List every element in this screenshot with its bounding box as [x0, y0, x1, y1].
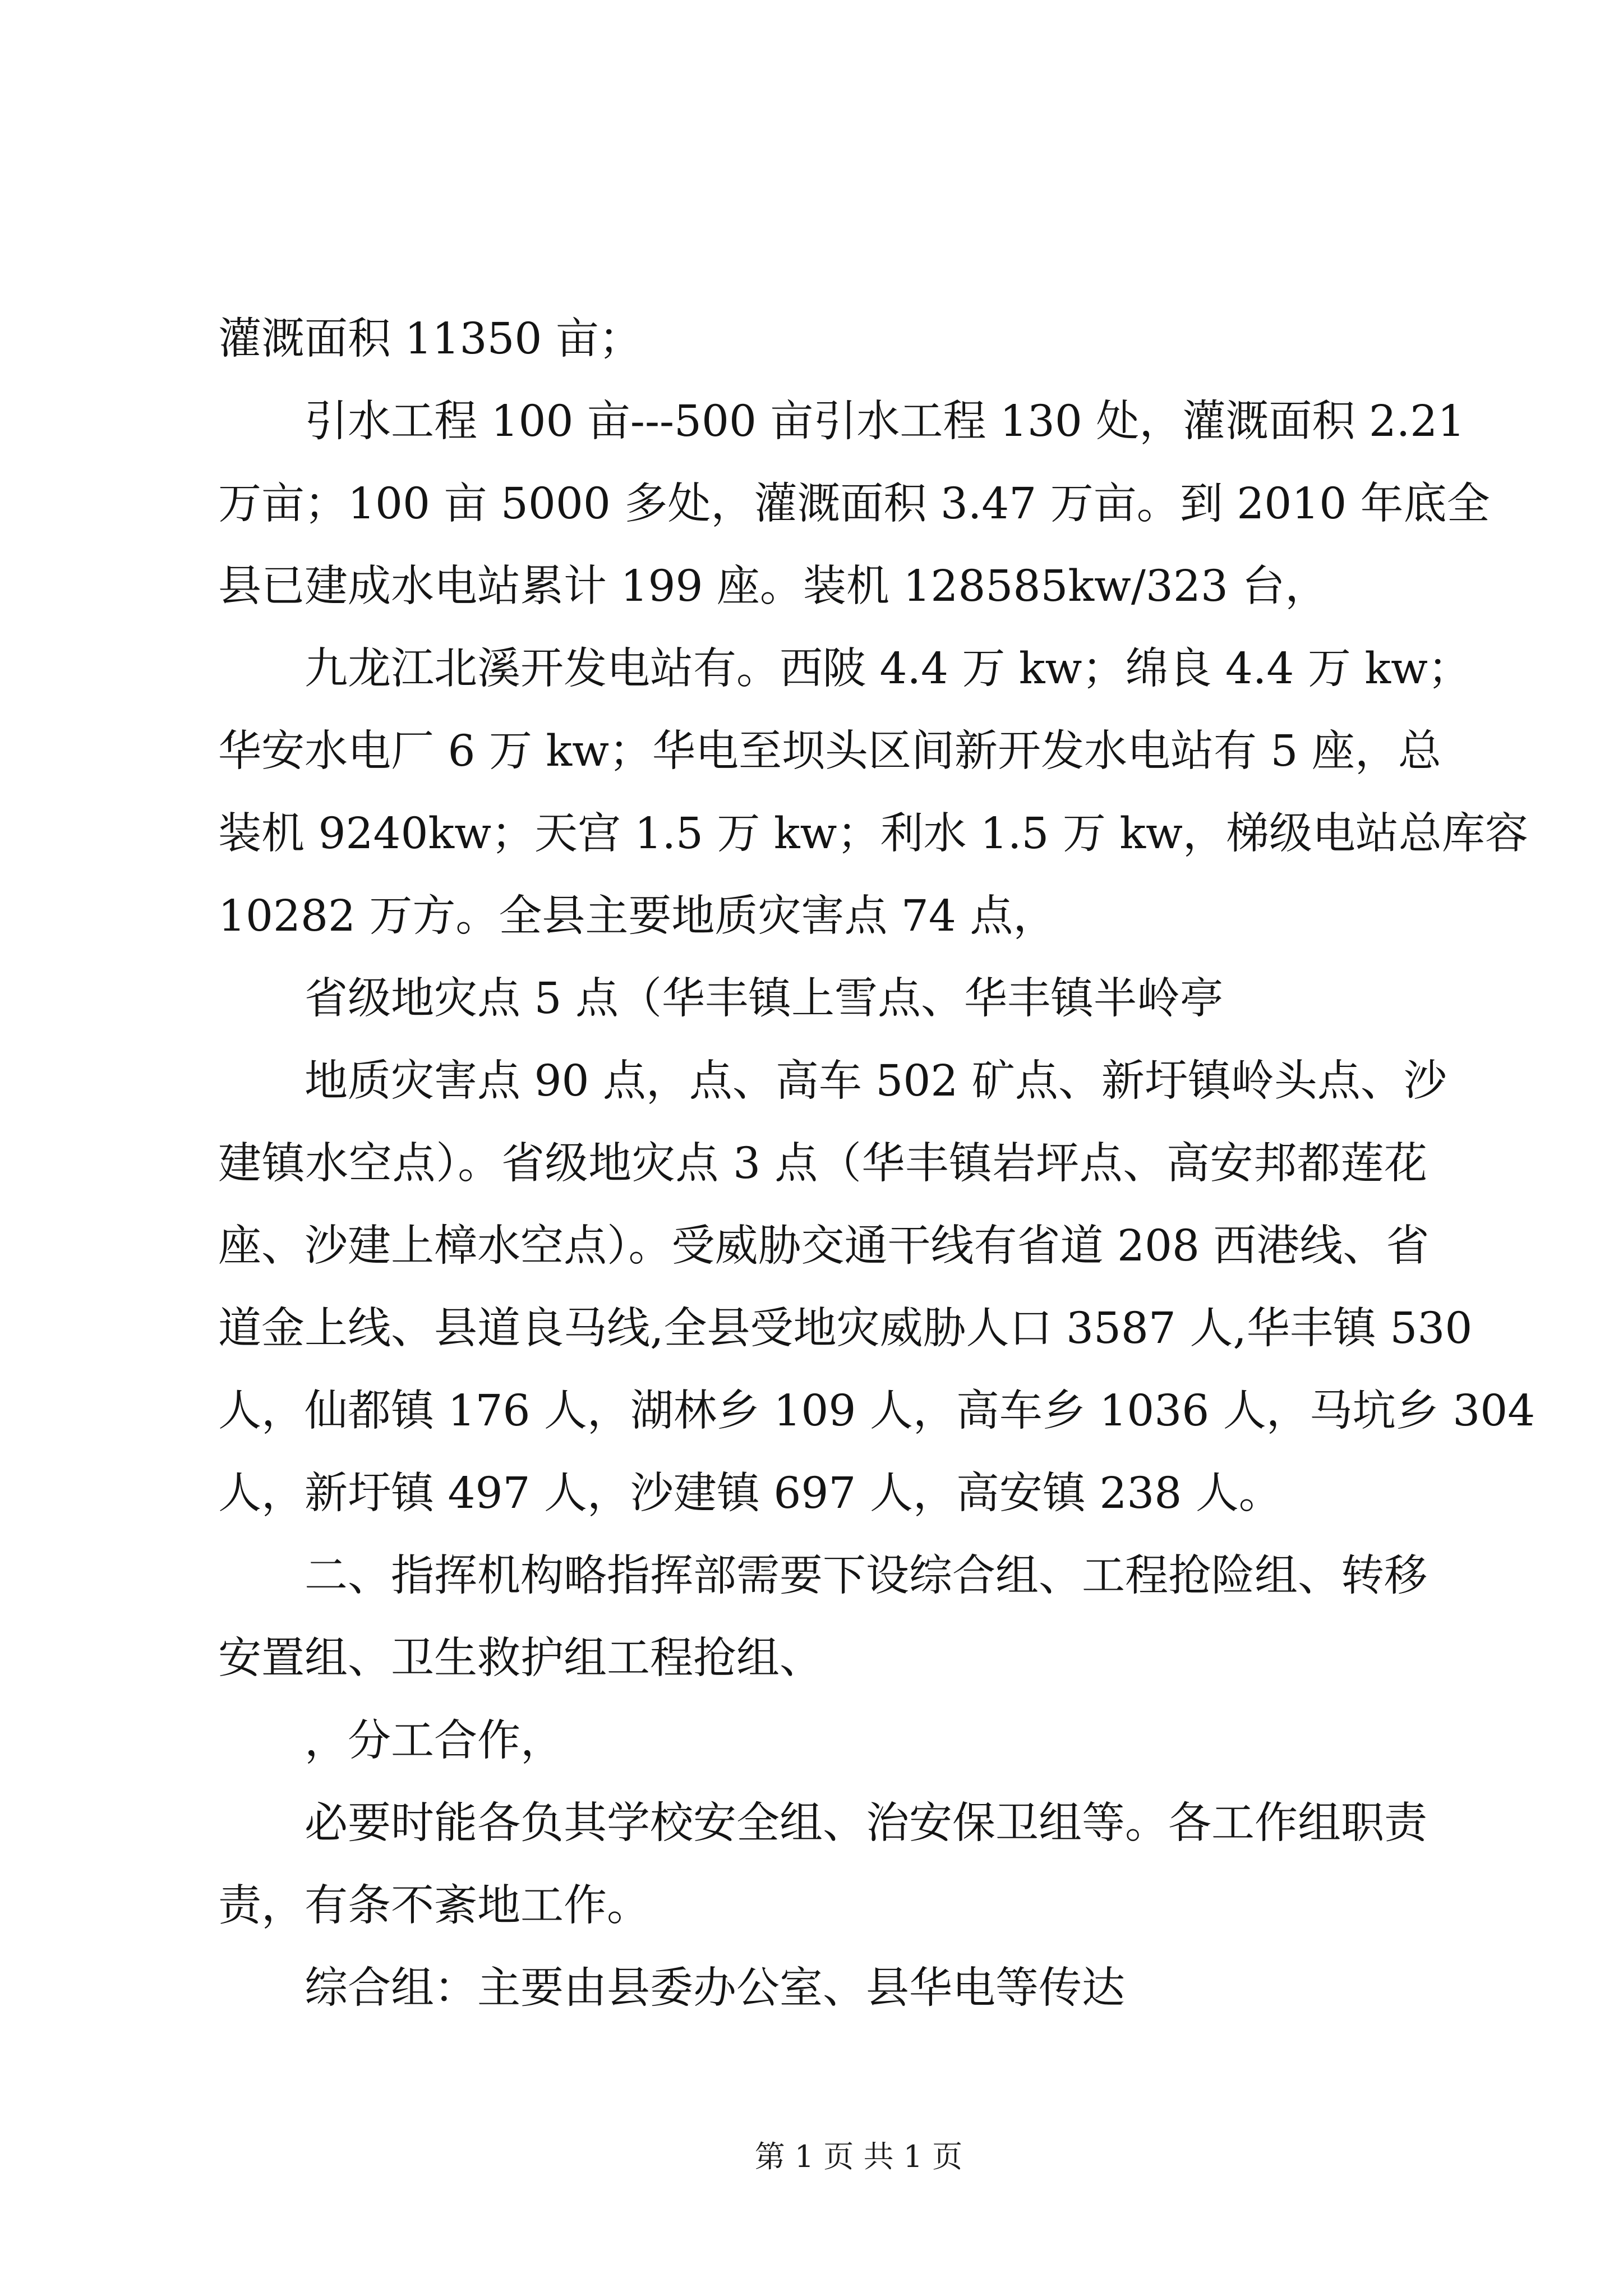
text-line: 县已建成水电站累计 199 座。装机 128585kw/323 台， — [218, 562, 1329, 611]
paragraph — [218, 1700, 1427, 1782]
text-line: 建镇水空点）。省级地灾点 3 点（华丰镇岩坪点、高安邦都莲花 — [218, 1139, 1427, 1189]
paragraph — [218, 1947, 1427, 2030]
text-line: 华安水电厂 6 万 kw；华电至坝头区间新开发水电站有 5 座，总 — [218, 726, 1441, 776]
paragraph — [218, 1535, 1427, 1700]
text-line: 综合组：主要由县委办公室、县华电等传达 — [305, 1963, 1125, 2013]
text-line: 引水工程 100 亩---500 亩引水工程 130 处，灌溉面积 2.21 — [305, 397, 1465, 447]
text-line: 装机 9240kw；天宫 1.5 万 kw；利水 1.5 万 kw，梯级电站总库容 — [218, 809, 1528, 859]
document-body — [218, 298, 1536, 2030]
text-line: 必要时能各负其学校安全组、治安保卫组等。各工作组职责 — [305, 1798, 1427, 1848]
text-line: 九龙江北溪开发电站有。西陂 4.4 万 kw；绵良 4.4 万 kw； — [305, 644, 1471, 694]
text-line: 座、沙建上樟水空点）。受威胁交通干线有省道 208 西港线、省 — [218, 1221, 1430, 1271]
text-line: 道金上线、县道良马线,全县受地灾威胁人口 3587 人,华丰镇 530 — [218, 1304, 1473, 1354]
text-line: 地质灾害点 90 点，点、高车 502 矿点、新圩镇岭头点、沙 — [305, 1056, 1447, 1106]
text-line: 人，仙都镇 176 人，湖林乡 109 人，高车乡 1036 人，马坑乡 304 — [218, 1386, 1536, 1436]
paragraph — [218, 380, 1490, 628]
text-line: 人，新圩镇 497 人，沙建镇 697 人，高安镇 238 人。 — [218, 1469, 1282, 1519]
text-line: 安置组、卫生救护组工程抢组、 — [218, 1634, 823, 1683]
text-line: 责，有条不紊地工作。 — [218, 1881, 650, 1931]
paragraph — [218, 628, 1528, 958]
page-number-footer: 第 1 页 共 1 页 — [754, 2139, 963, 2174]
text-line: 万亩；100 亩 5000 多处，灌溉面积 3.47 万亩。到 2010 年底全 — [218, 479, 1490, 529]
text-line: 省级地灾点 5 点（华丰镇上雪点、华丰镇半岭亭 — [305, 974, 1223, 1024]
paragraph — [218, 1040, 1536, 1535]
paragraph — [218, 958, 1427, 1040]
paragraph — [218, 298, 1427, 380]
text-line: 二、指挥机构略指挥部需要下设综合组、工程抢险组、转移 — [305, 1551, 1427, 1601]
paragraph — [218, 1782, 1427, 1947]
text-line: 10282 万方。全县主要地质灾害点 74 点， — [218, 891, 1057, 941]
text-line: ，分工合作， — [305, 1716, 564, 1766]
text-line: 灌溉面积 11350 亩； — [218, 314, 642, 364]
